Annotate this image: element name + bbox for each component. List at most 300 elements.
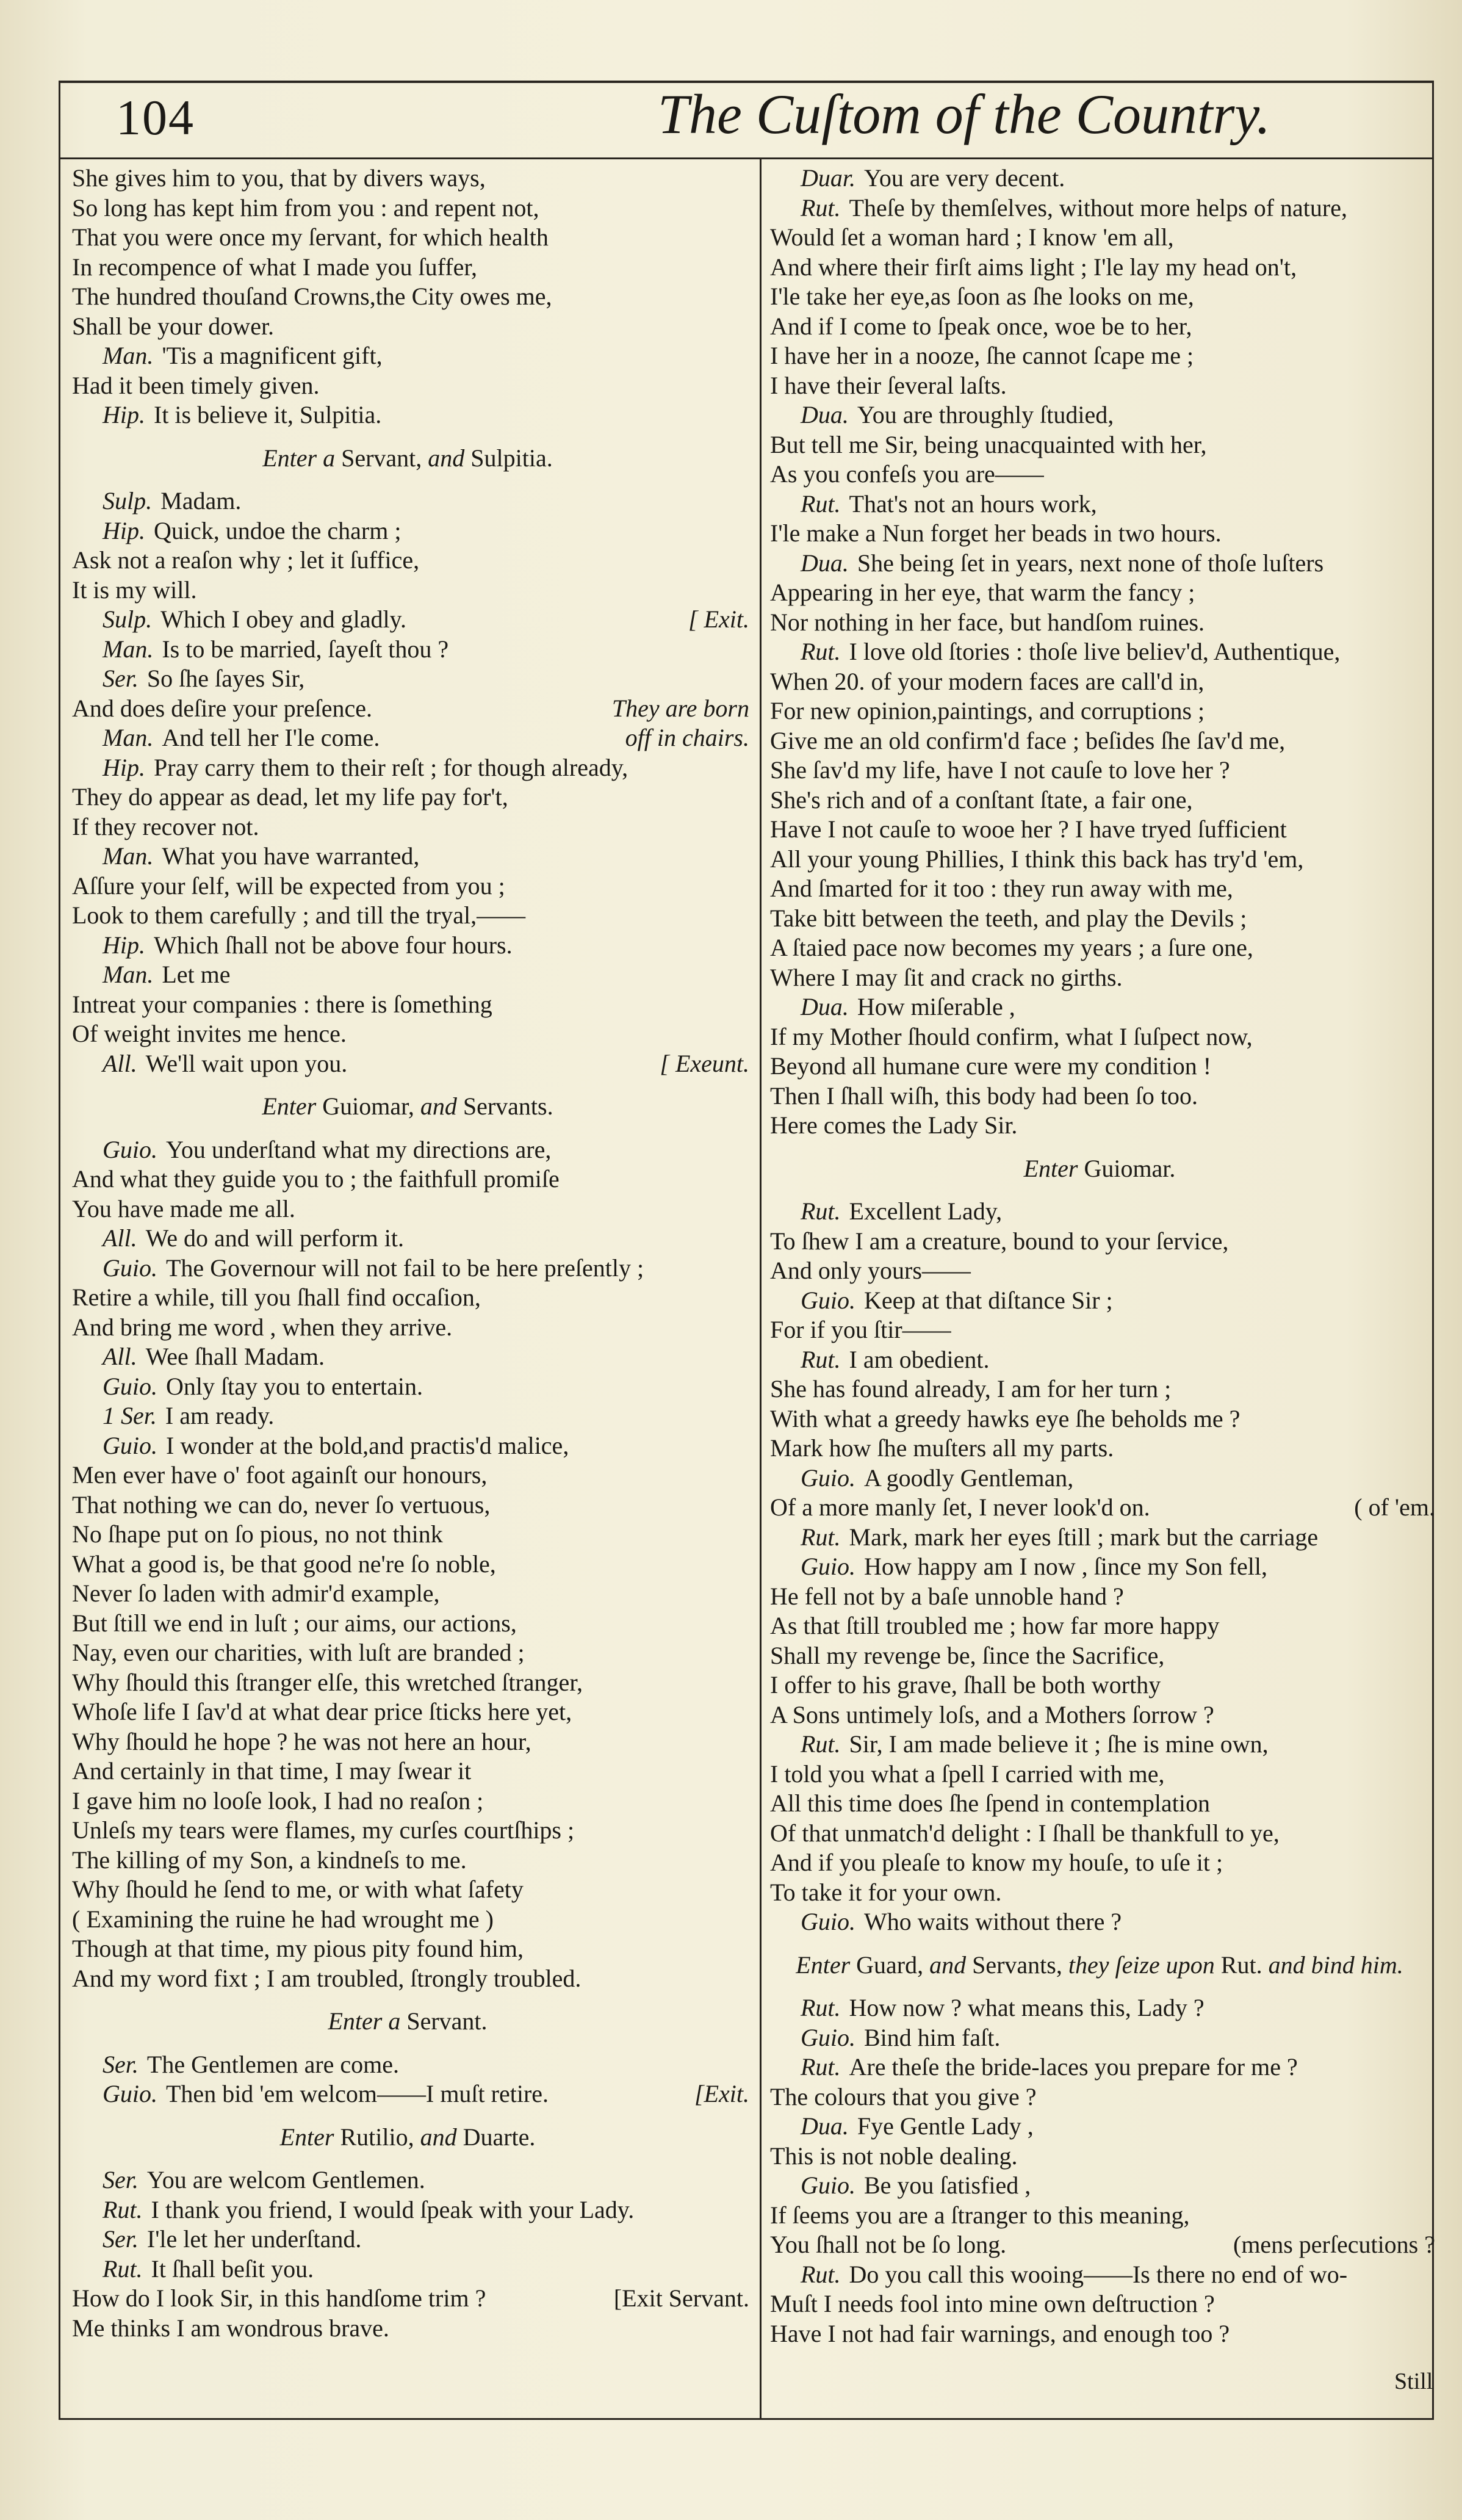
verse-line bbox=[770, 963, 1435, 993]
speaker-name: All. bbox=[103, 1049, 137, 1077]
speaker-name: Rut. bbox=[801, 1523, 841, 1551]
line-text: And bring me word , when they arrive. bbox=[72, 1313, 453, 1341]
line-text: I thank you friend, I would ſpeak with your Lady. bbox=[151, 2195, 635, 2223]
line-text: Look to them carefully ; and till the tryal,—— bbox=[72, 901, 526, 929]
stage-direction bbox=[72, 2123, 749, 2153]
verse-line bbox=[770, 1582, 1435, 1612]
verse-line bbox=[72, 605, 749, 635]
speaker-name: Rut. bbox=[103, 2255, 143, 2283]
verse-line bbox=[770, 1641, 1435, 1671]
verse-line bbox=[770, 2142, 1435, 2172]
verse-line bbox=[72, 1254, 749, 1283]
verse-line bbox=[72, 664, 749, 694]
verse-line bbox=[72, 1727, 749, 1757]
verse-line bbox=[72, 253, 749, 283]
line-text: To ſhew I am a creature, bound to your ſervice, bbox=[770, 1227, 1229, 1255]
speaker-name: Ser. bbox=[103, 665, 139, 692]
verse-line bbox=[770, 1022, 1435, 1052]
verse-line bbox=[770, 1907, 1435, 1937]
verse-line bbox=[72, 516, 749, 546]
direction-text: and bbox=[428, 444, 465, 472]
verse-line bbox=[770, 696, 1435, 726]
verse-line bbox=[72, 990, 749, 1020]
line-text: For new opinion,paintings, and corruptions ; bbox=[770, 697, 1205, 724]
speaker-name: Sulp. bbox=[103, 605, 153, 633]
verse-line bbox=[770, 1878, 1435, 1908]
line-text: That nothing we can do, never ſo vertuous, bbox=[72, 1490, 491, 1518]
verse-line bbox=[770, 1819, 1435, 1849]
verse-line bbox=[72, 1668, 749, 1698]
line-text: And does deſire your preſence. bbox=[72, 694, 373, 722]
stage-direction bbox=[72, 1092, 749, 1122]
verse-line bbox=[770, 1111, 1435, 1141]
line-text: Let me bbox=[162, 961, 231, 988]
verse-line bbox=[72, 2255, 749, 2284]
line-text: Excellent Lady, bbox=[849, 1197, 1003, 1225]
verse-line bbox=[72, 1609, 749, 1639]
line-text: Shall my revenge be, ſince the Sacrifice, bbox=[770, 1641, 1165, 1669]
direction-name: Guiomar, bbox=[322, 1092, 414, 1120]
verse-line bbox=[770, 282, 1435, 312]
line-text: Who waits without there ? bbox=[864, 1908, 1122, 1935]
line-text: She ſav'd my life, have I not cauſe to love her ? bbox=[770, 756, 1230, 784]
speaker-name: Guio. bbox=[801, 1908, 855, 1935]
direction-name: Servants, bbox=[972, 1951, 1062, 1979]
line-text: And only yours—— bbox=[770, 1257, 971, 1284]
line-text: That's not an hours work, bbox=[849, 489, 1097, 518]
verse-line bbox=[72, 1816, 749, 1846]
verse-line bbox=[72, 1579, 749, 1609]
marginal-note: They are born bbox=[611, 694, 749, 722]
verse-line bbox=[770, 1730, 1435, 1760]
line-text: But tell me Sir, being unacquainted with her, bbox=[770, 430, 1207, 458]
speaker-name: All. bbox=[103, 1224, 137, 1252]
line-text: Retire a while, till you ſhall find occaſion, bbox=[72, 1283, 481, 1311]
line-text: And ſmarted for it too : they run away with me, bbox=[770, 875, 1233, 902]
speaker-name: Rut. bbox=[801, 1730, 841, 1758]
line-text: You ſhall not be ſo long. bbox=[770, 2231, 1007, 2258]
direction-text: and bbox=[929, 1951, 967, 1979]
verse-line bbox=[72, 1460, 749, 1490]
line-text: Is to be married, ſayeſt thou ? bbox=[162, 635, 449, 663]
line-text: Ask not a reaſon why ; let it ſuffice, bbox=[72, 546, 420, 574]
stage-direction bbox=[72, 444, 749, 474]
line-text: And where their firſt aims light ; I'le lay my head on't, bbox=[770, 253, 1297, 281]
direction-text: Enter bbox=[796, 1951, 851, 1979]
speaker-name: Guio. bbox=[103, 1254, 157, 1282]
speaker-name: Rut. bbox=[103, 2195, 143, 2223]
speaker-name: Dua. bbox=[801, 993, 849, 1020]
verse-line bbox=[770, 904, 1435, 934]
line-text: Mark, mark her eyes ſtill ; mark but the carriage bbox=[849, 1523, 1319, 1551]
line-text: Which ſhall not be above four hours. bbox=[154, 931, 513, 959]
speaker-name: Rut. bbox=[801, 638, 841, 665]
verse-line bbox=[770, 1464, 1435, 1493]
verse-line bbox=[72, 1049, 749, 1079]
verse-line bbox=[72, 1786, 749, 1816]
verse-line bbox=[72, 486, 749, 516]
verse-line bbox=[72, 1019, 749, 1049]
line-text: I love old ſtories : thoſe live believ'd, Authentique, bbox=[849, 638, 1341, 665]
line-text: I told you what a ſpell I carried with me, bbox=[770, 1760, 1165, 1788]
verse-line bbox=[72, 2165, 749, 2195]
line-text: And if I come to ſpeak once, woe be to her, bbox=[770, 312, 1192, 340]
direction-name: Duarte. bbox=[463, 2123, 536, 2151]
verse-line bbox=[770, 874, 1435, 904]
verse-line bbox=[770, 756, 1435, 785]
verse-line bbox=[770, 223, 1435, 253]
line-text: Mark how ſhe muſters all my parts. bbox=[770, 1434, 1114, 1462]
verse-line bbox=[72, 193, 749, 223]
line-text: Fye Gentle Lady , bbox=[857, 2112, 1034, 2140]
left-column bbox=[72, 164, 749, 2343]
verse-line bbox=[72, 1342, 749, 1372]
verse-line bbox=[770, 1993, 1435, 2023]
line-text: Nor nothing in her face, but handſom ruines. bbox=[770, 608, 1205, 636]
speaker-name: Hip. bbox=[103, 931, 145, 959]
line-text: It ſhall beſit you. bbox=[151, 2255, 314, 2283]
line-text: Here comes the Lady Sir. bbox=[770, 1111, 1018, 1139]
verse-line bbox=[72, 400, 749, 430]
line-text: Then I ſhall wiſh, this body had been ſo too. bbox=[770, 1081, 1198, 1110]
verse-line bbox=[72, 1135, 749, 1165]
verse-line bbox=[770, 1552, 1435, 1582]
verse-line bbox=[72, 2314, 749, 2344]
verse-line bbox=[72, 1224, 749, 1254]
line-text: They do appear as dead, let my life pay for't, bbox=[72, 783, 508, 811]
line-text: Muſt I needs fool into mine own deſtruction ? bbox=[770, 2290, 1215, 2317]
marginal-note: [ Exeunt. bbox=[660, 1049, 749, 1077]
verse-line bbox=[72, 1905, 749, 1935]
speaker-name: Dua. bbox=[801, 549, 849, 577]
line-text: Unleſs my tears were flames, my curſes courtſhips ; bbox=[72, 1816, 575, 1844]
line-text: When 20. of your modern faces are call'd in, bbox=[770, 667, 1205, 695]
speaker-name: 1 Ser. bbox=[103, 1402, 157, 1429]
direction-name: Rut. bbox=[1220, 1951, 1262, 1979]
line-text: How now ? what means this, Lady ? bbox=[849, 1994, 1205, 2021]
line-text: Why ſhould he ſend to me, or with what ſafety bbox=[72, 1876, 524, 1903]
verse-line bbox=[72, 1313, 749, 1343]
verse-line bbox=[72, 872, 749, 901]
line-text: Take bitt between the teeth, and play the Devils ; bbox=[770, 904, 1247, 932]
verse-line bbox=[770, 1700, 1435, 1730]
direction-text: Enter a bbox=[328, 2007, 401, 2035]
right-column bbox=[770, 164, 1435, 2349]
verse-line bbox=[72, 723, 749, 753]
line-text: To take it for your own. bbox=[770, 1878, 1002, 1906]
verse-line bbox=[770, 2052, 1435, 2082]
line-text: So long has kept him from you : and repent not, bbox=[72, 193, 539, 222]
stage-direction bbox=[770, 1951, 1435, 1980]
speaker-name: Guio. bbox=[801, 1286, 855, 1314]
line-text: Wee ſhall Madam. bbox=[145, 1343, 325, 1370]
verse-line bbox=[770, 1315, 1435, 1345]
verse-line bbox=[72, 2284, 749, 2314]
verse-line bbox=[770, 1670, 1435, 1700]
line-text: Be you ſatisfied , bbox=[864, 2172, 1031, 2199]
verse-line bbox=[72, 931, 749, 961]
line-text: It is believe it, Sulpitia. bbox=[154, 401, 382, 428]
verse-line bbox=[72, 282, 749, 312]
speaker-name: Rut. bbox=[801, 1197, 841, 1225]
line-text: If ſeems you are a ſtranger to this meaning, bbox=[770, 2201, 1190, 2229]
verse-line bbox=[770, 2023, 1435, 2053]
speaker-name: Guio. bbox=[103, 2080, 157, 2107]
line-text: I'le take her eye,as ſoon as ſhe looks on me, bbox=[770, 283, 1194, 310]
line-text: Theſe by themſelves, without more helps of nature, bbox=[849, 193, 1347, 222]
verse-line bbox=[72, 1431, 749, 1461]
marginal-note: off in chairs. bbox=[625, 724, 749, 751]
direction-name: Rutilio, bbox=[340, 2123, 414, 2151]
verse-line bbox=[770, 667, 1435, 697]
line-text: Sir, I am made believe it ; ſhe is mine own, bbox=[849, 1730, 1269, 1758]
speaker-name: Man. bbox=[103, 842, 154, 870]
verse-line bbox=[770, 785, 1435, 815]
frame-bottom-rule bbox=[59, 2418, 1434, 2420]
speaker-name: Guio. bbox=[103, 1431, 157, 1459]
speaker-name: Rut. bbox=[801, 1345, 841, 1373]
speaker-name: Man. bbox=[103, 961, 154, 988]
verse-line bbox=[72, 1638, 749, 1668]
line-text: Which I obey and gladly. bbox=[160, 605, 406, 633]
line-text: Aſſure your ſelf, will be expected from you ; bbox=[72, 872, 505, 900]
verse-line bbox=[770, 519, 1435, 549]
running-title: The Cuſtom of the Country. bbox=[657, 83, 1271, 145]
verse-line bbox=[770, 1227, 1435, 1257]
line-text: Men ever have o' foot againſt our honours, bbox=[72, 1461, 488, 1489]
verse-line bbox=[72, 842, 749, 872]
verse-line bbox=[770, 489, 1435, 519]
verse-line bbox=[770, 1611, 1435, 1641]
speaker-name: Man. bbox=[103, 724, 154, 751]
line-text: Whoſe life I ſav'd at what dear price ſticks here yet, bbox=[72, 1698, 572, 1725]
verse-line bbox=[770, 1760, 1435, 1789]
speaker-name: Hip. bbox=[103, 516, 145, 544]
marginal-note: [ Exit. bbox=[688, 605, 749, 633]
line-text: Of that unmatch'd delight : I ſhall be thankfull to ye, bbox=[770, 1819, 1280, 1847]
direction-text: and bbox=[420, 2123, 457, 2151]
verse-line bbox=[72, 1934, 749, 1964]
line-text: All your young Phillies, I think this back has try'd 'em, bbox=[770, 845, 1304, 873]
direction-name: Servant. bbox=[406, 2007, 488, 2035]
header-rule bbox=[59, 157, 1434, 159]
verse-line bbox=[72, 960, 749, 990]
line-text: Me thinks I am wondrous brave. bbox=[72, 2314, 389, 2342]
verse-line bbox=[770, 1848, 1435, 1878]
line-text: I offer to his grave, ſhall be both worthy bbox=[770, 1671, 1161, 1699]
line-text: We'll wait upon you. bbox=[145, 1049, 348, 1077]
line-text: Beyond all humane cure were my condition ! bbox=[770, 1052, 1212, 1080]
line-text: I have their ſeveral laſts. bbox=[770, 371, 1007, 399]
line-text: Would ſet a woman hard ; I know 'em all, bbox=[770, 223, 1174, 251]
speaker-name: Sulp. bbox=[103, 487, 153, 514]
column-divider bbox=[760, 159, 762, 2418]
frame-left-rule bbox=[59, 81, 60, 2419]
verse-line bbox=[770, 460, 1435, 489]
line-text: Appearing in her eye, that warm the fancy ; bbox=[770, 579, 1195, 606]
line-text: The hundred thouſand Crowns,the City owes me, bbox=[72, 283, 552, 310]
line-text: What you have warranted, bbox=[162, 842, 420, 870]
verse-line bbox=[72, 694, 749, 724]
verse-line bbox=[770, 2230, 1435, 2260]
line-text: How happy am I now , ſince my Son fell, bbox=[864, 1553, 1267, 1580]
speaker-name: Rut. bbox=[801, 1994, 841, 2021]
verse-line bbox=[72, 164, 749, 193]
verse-line bbox=[72, 1550, 749, 1580]
verse-line bbox=[770, 1286, 1435, 1316]
line-text: You are throughly ſtudied, bbox=[857, 401, 1114, 428]
verse-line bbox=[770, 2260, 1435, 2290]
line-text: A ſtaied pace now becomes my years ; a ſure one, bbox=[770, 934, 1253, 961]
speaker-name: Ser. bbox=[103, 2166, 139, 2193]
line-text: Are theſe the bride-laces you prepare for me ? bbox=[849, 2053, 1298, 2081]
line-text: The killing of my Son, a kindneſs to me. bbox=[72, 1846, 467, 1874]
line-text: Have I not cauſe to wooe her ? I have tryed ſufficient bbox=[770, 815, 1287, 843]
verse-line bbox=[770, 1493, 1435, 1523]
speaker-name: Hip. bbox=[103, 753, 145, 781]
verse-line bbox=[72, 2225, 749, 2255]
speaker-name: Man. bbox=[103, 635, 154, 663]
line-text: Bind him faſt. bbox=[864, 2023, 1001, 2051]
line-text: A Sons untimely loſs, and a Mothers ſorrow ? bbox=[770, 1700, 1214, 1728]
line-text: Have I not had fair warnings, and enough too ? bbox=[770, 2319, 1230, 2347]
verse-line bbox=[72, 1875, 749, 1905]
line-text: In recompence of what I made you ſuffer, bbox=[72, 253, 478, 281]
verse-line bbox=[770, 400, 1435, 430]
verse-line bbox=[770, 845, 1435, 875]
line-text: Never ſo laden with admir'd example, bbox=[72, 1580, 440, 1607]
verse-line bbox=[770, 815, 1435, 845]
verse-line bbox=[770, 312, 1435, 342]
line-text: He fell not by a baſe unnoble hand ? bbox=[770, 1582, 1124, 1610]
direction-name: Guiomar. bbox=[1084, 1154, 1176, 1182]
marginal-note: (mens perſecutions ? bbox=[1233, 2231, 1435, 2258]
verse-line bbox=[770, 193, 1435, 223]
line-text: Only ſtay you to entertain. bbox=[166, 1372, 423, 1400]
verse-line bbox=[770, 1404, 1435, 1434]
verse-line bbox=[72, 812, 749, 842]
line-text: No ſhape put on ſo pious, no not think bbox=[72, 1520, 443, 1548]
verse-line bbox=[72, 753, 749, 783]
direction-text: Enter bbox=[1023, 1154, 1078, 1182]
direction-name: Sulpitia. bbox=[470, 444, 553, 472]
verse-line bbox=[770, 164, 1435, 193]
catchword: Still bbox=[1394, 2369, 1433, 2394]
line-text: As that ſtill troubled me ; how far more happy bbox=[770, 1612, 1220, 1639]
line-text: If they recover not. bbox=[72, 812, 259, 840]
verse-line bbox=[770, 1374, 1435, 1404]
line-text: I wonder at the bold,and practis'd malice, bbox=[166, 1431, 569, 1459]
verse-line bbox=[770, 933, 1435, 963]
verse-line bbox=[770, 549, 1435, 579]
line-text: Give me an old confirm'd face ; beſides ſhe ſav'd me, bbox=[770, 726, 1286, 754]
speaker-name: Ser. bbox=[103, 2050, 139, 2078]
line-text: You are very decent. bbox=[864, 164, 1065, 192]
line-text: The colours that you give ? bbox=[770, 2082, 1037, 2110]
verse-line bbox=[72, 1846, 749, 1876]
verse-line bbox=[770, 253, 1435, 283]
line-text: How miſerable , bbox=[857, 993, 1015, 1020]
speaker-name: Dua. bbox=[801, 2112, 849, 2140]
verse-line bbox=[770, 2319, 1435, 2349]
verse-line bbox=[72, 2079, 749, 2109]
line-text: A goodly Gentleman, bbox=[864, 1464, 1074, 1492]
verse-line bbox=[72, 1194, 749, 1224]
line-text: And what they guide you to ; the faithfull promiſe bbox=[72, 1165, 560, 1193]
line-text: I'le let her underſtand. bbox=[146, 2225, 362, 2253]
speaker-name: Guio. bbox=[801, 2023, 855, 2051]
line-text: Nay, even our charities, with luſt are branded ; bbox=[72, 1639, 525, 1666]
verse-line bbox=[770, 608, 1435, 638]
verse-line bbox=[770, 1256, 1435, 1286]
stage-direction bbox=[72, 2007, 749, 2037]
direction-name: Guard, bbox=[856, 1951, 924, 1979]
direction-text: Enter bbox=[262, 1092, 317, 1120]
direction-name: Servant, bbox=[341, 444, 422, 472]
speaker-name: Rut. bbox=[801, 193, 841, 222]
verse-line bbox=[770, 430, 1435, 460]
line-text: Though at that time, my pious pity found him, bbox=[72, 1935, 524, 1962]
verse-line bbox=[72, 1697, 749, 1727]
line-text: It is my will. bbox=[72, 576, 197, 604]
line-text: 'Tis a magnificent gift, bbox=[162, 342, 383, 369]
direction-text: Enter bbox=[279, 2123, 334, 2151]
speaker-name: Dua. bbox=[801, 401, 849, 428]
verse-line bbox=[72, 223, 749, 253]
speaker-name: Rut. bbox=[801, 2053, 841, 2081]
verse-line bbox=[72, 782, 749, 812]
verse-line bbox=[770, 2289, 1435, 2319]
verse-line bbox=[72, 2195, 749, 2225]
line-text: She has found already, I am for her turn ; bbox=[770, 1375, 1172, 1403]
line-text: The Governour will not fail to be here preſently ; bbox=[166, 1254, 644, 1282]
line-text: So ſhe ſayes Sir, bbox=[146, 665, 305, 692]
line-text: I have her in a nooze, ſhe cannot ſcape me ; bbox=[770, 342, 1194, 369]
line-text: And tell her I'le come. bbox=[162, 724, 380, 751]
verse-line bbox=[72, 1283, 749, 1313]
line-text: Of weight invites me hence. bbox=[72, 1020, 347, 1047]
line-text: Do you call this wooing——Is there no end of wo- bbox=[849, 2260, 1348, 2288]
line-text: This is not noble dealing. bbox=[770, 2142, 1018, 2170]
verse-line bbox=[72, 1964, 749, 1994]
verse-line bbox=[72, 635, 749, 665]
line-text: If my Mother ſhould confirm, what I ſuſpect now, bbox=[770, 1022, 1253, 1050]
verse-line bbox=[770, 341, 1435, 371]
speaker-name: Rut. bbox=[801, 489, 841, 518]
verse-line bbox=[72, 1401, 749, 1431]
direction-name: Servants. bbox=[463, 1092, 553, 1120]
line-text: You are welcom Gentlemen. bbox=[146, 2166, 425, 2193]
speaker-name: Man. bbox=[103, 342, 154, 369]
verse-line bbox=[770, 2112, 1435, 2142]
line-text: You have made me all. bbox=[72, 1194, 295, 1222]
line-text: Pray carry them to their reſt ; for though already, bbox=[154, 753, 628, 781]
line-text: Of a more manly ſet, I never look'd on. bbox=[770, 1493, 1150, 1521]
verse-line bbox=[72, 1756, 749, 1786]
line-text: She gives him to you, that by divers ways, bbox=[72, 164, 486, 192]
verse-line bbox=[72, 576, 749, 605]
verse-line bbox=[72, 312, 749, 342]
speaker-name: All. bbox=[103, 1343, 137, 1370]
verse-line bbox=[72, 1372, 749, 1402]
line-text: And if you pleaſe to know my houſe, to uſe it ; bbox=[770, 1849, 1223, 1876]
line-text: As you confeſs you are—— bbox=[770, 460, 1044, 488]
line-text: What a good is, be that good ne're ſo noble, bbox=[72, 1550, 496, 1578]
speaker-name: Guio. bbox=[801, 2172, 855, 2199]
line-text: Intreat your companies : there is ſomething bbox=[72, 990, 492, 1018]
line-text: I am ready. bbox=[165, 1402, 275, 1429]
verse-line bbox=[770, 637, 1435, 667]
